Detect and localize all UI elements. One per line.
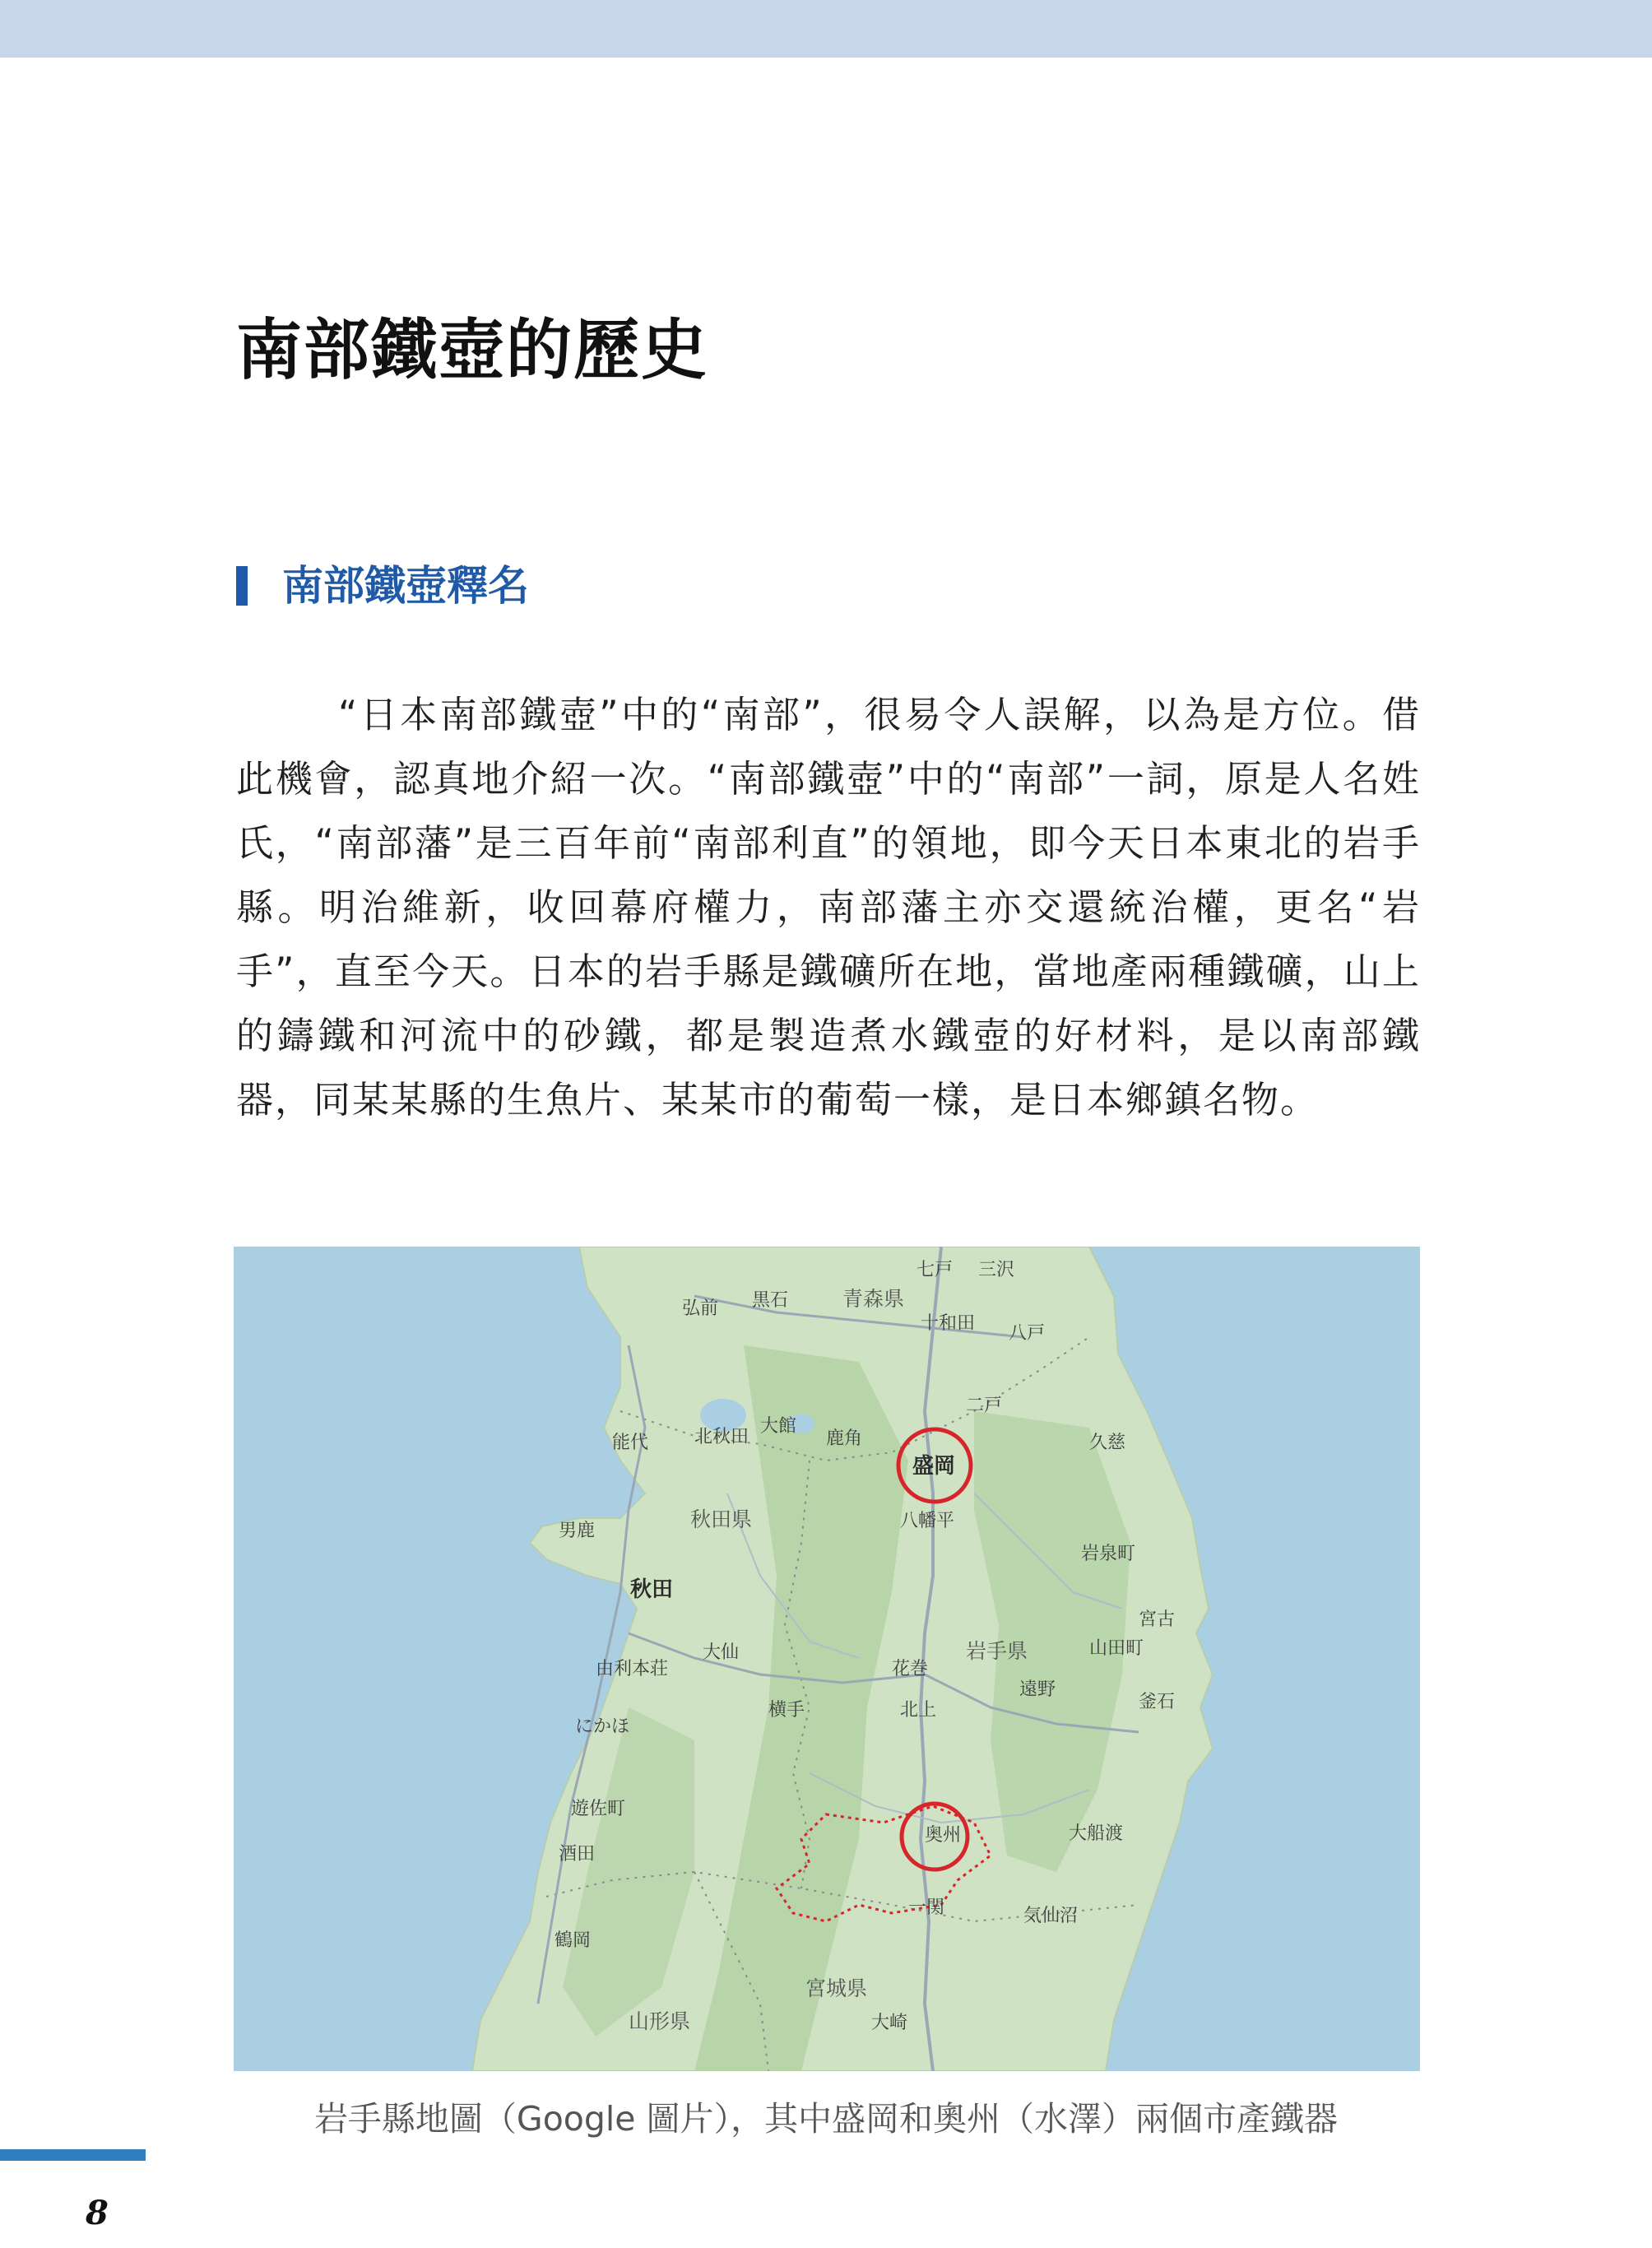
map-label-hirosaki: 弘前: [682, 1298, 719, 1319]
map-image: [234, 1247, 1420, 2071]
map-label-akita-city: 秋田: [630, 1577, 674, 1602]
hachirogata-lagoon: [537, 1568, 580, 1591]
map-label-hachinohe: 八戸: [1009, 1323, 1046, 1344]
map-label-hanamaki: 花巻: [892, 1659, 929, 1679]
map-label-sakata: 酒田: [559, 1844, 596, 1865]
map-label-nikaho: にかほ: [575, 1716, 630, 1737]
map-label-kitaakita: 北秋田: [694, 1427, 749, 1447]
map-label-aomori-pref: 青森県: [842, 1287, 905, 1311]
map-label-miyako: 宮古: [1139, 1609, 1176, 1630]
section-heading: 南部鐵壺釋名: [282, 562, 529, 610]
map-label-osaki: 大崎: [871, 2013, 908, 2033]
map-label-tono: 遠野: [1019, 1679, 1056, 1700]
map-label-towada: 十和田: [921, 1313, 976, 1334]
map-label-akita-pref: 秋田県: [690, 1507, 753, 1531]
map-label-ofunato: 大船渡: [1069, 1823, 1124, 1844]
map-label-odate: 大館: [760, 1416, 797, 1437]
map-label-kesennuma: 気仙沼: [1023, 1906, 1079, 1926]
map-label-yamagata-pref: 山形県: [629, 2009, 691, 2033]
map-label-morioka: 盛岡: [912, 1454, 956, 1479]
map-label-iwate-pref: 岩手県: [966, 1639, 1028, 1663]
map-label-yamada: 山田町: [1089, 1638, 1144, 1659]
iwate-map-figure: [234, 1247, 1420, 2071]
figure-caption: 岩手縣地圖（Google 圖片），其中盛岡和奧州（水澤）兩個市產鐵器: [313, 2099, 1339, 2139]
bottom-accent-bar: [0, 2149, 146, 2161]
map-label-noshiro: 能代: [612, 1433, 649, 1453]
map-label-kuroishi: 黒石: [752, 1290, 789, 1311]
top-color-band: [0, 0, 1652, 58]
map-label-yokote: 横手: [768, 1700, 805, 1721]
map-label-yuza: 遊佐町: [571, 1799, 626, 1819]
map-label-miyagi-pref: 宮城県: [805, 1976, 868, 2000]
map-label-kuji: 久慈: [1089, 1433, 1126, 1453]
body-paragraph-text: “日本南部鐵壺”中的“南部”，很易令人誤解，以為是方位。借此機會，認真地介紹一次。“南部鐵壺”中的“南部”一詞，原是人名姓氏，“南部藩”是三百年前“南部利直”的領地，即今天日本東北的岩手縣。明治維新，收回幕府權力，南部藩主亦交還統治權，更名“岩手”，直至今天。日本的岩手縣是鐵礦所在地，當地產兩種鐵礦，山上的鑄鐵和河流中的砂鐵，都是製造煮水鐵壺的好材料，是以南部鐵器，同某某縣的生魚片、某某市的葡萄一樣，是日本鄉鎮名物。: [236, 693, 1421, 1122]
section-marker-bar: [236, 566, 248, 606]
map-label-oga: 男鹿: [559, 1521, 596, 1541]
map-label-ninohe: 二戸: [966, 1396, 1003, 1416]
map-label-oshu: 奥州: [925, 1825, 962, 1846]
page-number: 8: [86, 2194, 109, 2232]
map-label-yurihonjo: 由利本荘: [596, 1659, 669, 1679]
map-label-kitakami: 北上: [900, 1700, 937, 1721]
map-label-kazuno: 鹿角: [826, 1428, 863, 1449]
map-label-ichinoseki: 一関: [908, 1897, 945, 1918]
map-label-hachimantai: 八幡平: [900, 1511, 955, 1531]
map-label-iwaizumi: 岩泉町: [1081, 1544, 1136, 1564]
body-paragraph: [236, 683, 1421, 1132]
map-label-tsuruoka: 鶴岡: [555, 1930, 592, 1951]
page-title: 南部鐵壺的歷史: [236, 311, 708, 388]
map-label-omagari: 大仙: [703, 1642, 740, 1663]
map-label-shichinohe: 七戸: [916, 1260, 954, 1280]
map-label-kamaishi: 釜石: [1139, 1692, 1176, 1712]
map-label-misawa: 三沢: [978, 1260, 1015, 1280]
